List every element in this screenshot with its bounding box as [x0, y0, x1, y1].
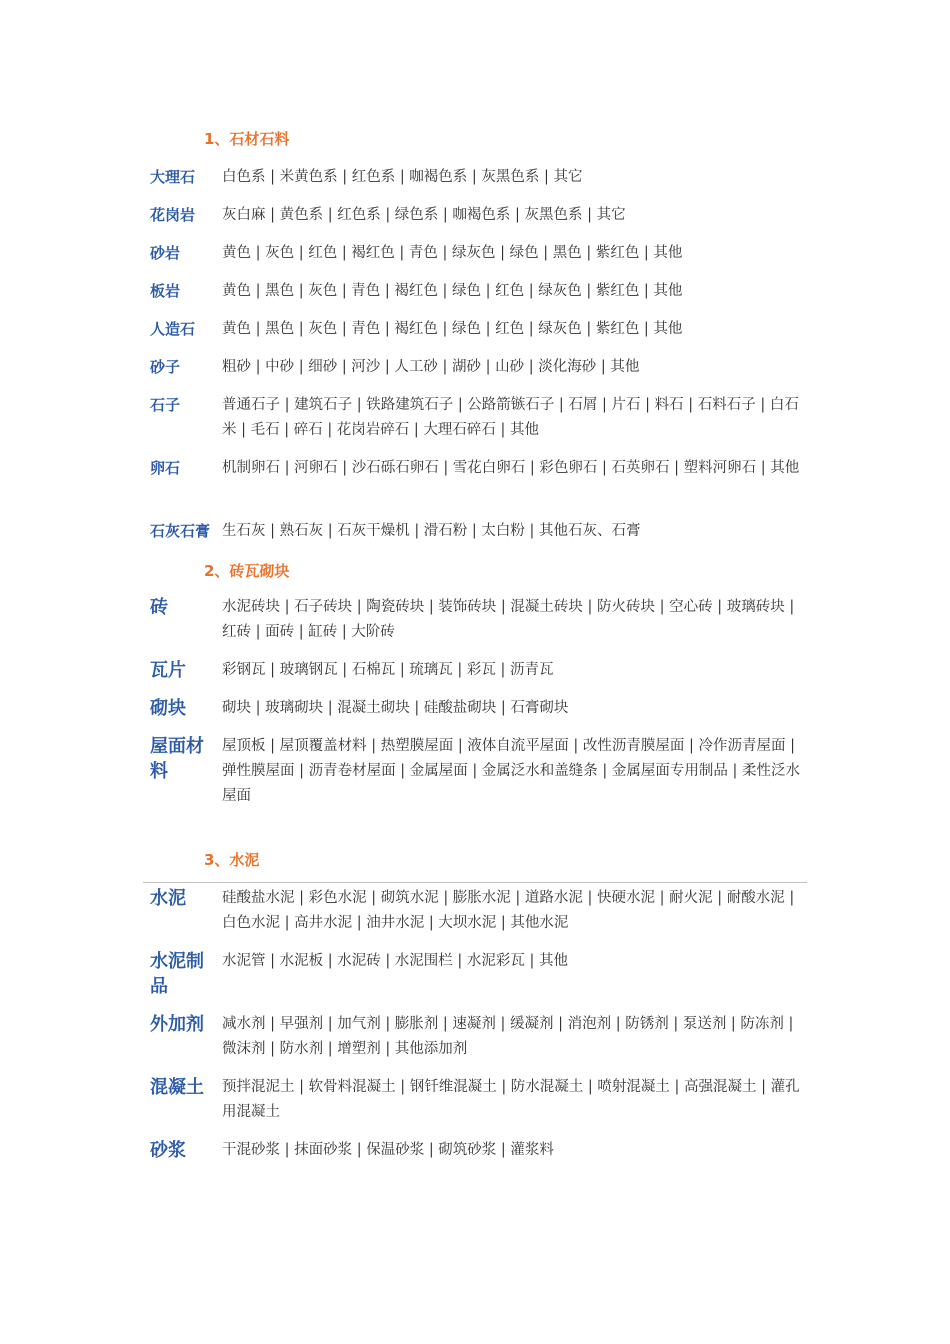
category-items: 粗砂 | 中砂 | 细砂 | 河沙 | 人工砂 | 湖砂 | 山砂 | 淡化海砂 | 其他: [222, 359, 640, 375]
category-items: 机制卵石 | 河卵石 | 沙石砾石卵石 | 雪花白卵石 | 彩色卵石 | 石英卵石 | 塑料河卵石 | 其他: [222, 460, 800, 476]
category-items: 彩钢瓦 | 玻璃钢瓦 | 石棉瓦 | 琉璃瓦 | 彩瓦 | 沥青瓦: [222, 662, 554, 678]
category-label: 瓦片: [150, 660, 186, 681]
category-items: 预拌混泥土 | 软骨料混凝土 | 钢钎维混凝土 | 防水混凝土 | 喷射混凝土 | 高强混凝土 | 灌孔用混凝土: [222, 1079, 800, 1120]
category-label: 卵石: [150, 459, 181, 477]
category-label: 大理石: [150, 168, 196, 186]
category-items: 减水剂 | 早强剂 | 加气剂 | 膨胀剂 | 速凝剂 | 缓凝剂 | 消泡剂 | 防锈剂 | 泵送剂 | 防冻剂 | 微沫剂 | 防水剂 | 增塑剂 | 其他添加剂: [222, 1016, 794, 1057]
category-items: 干混砂浆 | 抹面砂浆 | 保温砂浆 | 砌筑砂浆 | 灌浆料: [222, 1142, 554, 1158]
category-items: 水泥管 | 水泥板 | 水泥砖 | 水泥围栏 | 水泥彩瓦 | 其他: [222, 953, 569, 969]
category-label: 屋面材料: [150, 736, 204, 782]
category-label: 砂子: [150, 358, 181, 376]
category-items: 黄色 | 灰色 | 红色 | 褐红色 | 青色 | 绿灰色 | 绿色 | 黑色 | 紫红色 | 其他: [222, 245, 683, 261]
category-label: 混凝土: [150, 1077, 204, 1098]
section-title: 1、石材石料: [204, 130, 290, 148]
category-label: 水泥制品: [150, 951, 204, 997]
category-items: 硅酸盐水泥 | 彩色水泥 | 砌筑水泥 | 膨胀水泥 | 道路水泥 | 快硬水泥 | 耐火泥 | 耐酸水泥 | 白色水泥 | 高井水泥 | 油井水泥 | 大坝水泥 | 其他水泥: [222, 890, 795, 931]
category-label: 花岗岩: [150, 206, 196, 224]
category-label: 板岩: [150, 282, 181, 300]
section-title: 3、水泥: [204, 851, 260, 869]
category-items: 黄色 | 黑色 | 灰色 | 青色 | 褐红色 | 绿色 | 红色 | 绿灰色 | 紫红色 | 其他: [222, 321, 683, 337]
category-items: 黄色 | 黑色 | 灰色 | 青色 | 褐红色 | 绿色 | 红色 | 绿灰色 | 紫红色 | 其他: [222, 283, 683, 299]
category-label: 砂岩: [150, 244, 181, 262]
category-items: 砌块 | 玻璃砌块 | 混凝土砌块 | 硅酸盐砌块 | 石膏砌块: [222, 700, 569, 716]
section-divider: [143, 882, 807, 883]
category-label: 石灰石膏: [150, 522, 211, 540]
category-items: 水泥砖块 | 石子砖块 | 陶瓷砖块 | 装饰砖块 | 混凝土砖块 | 防火砖块 | 空心砖 | 玻璃砖块 | 红砖 | 面砖 | 缸砖 | 大阶砖: [222, 599, 795, 640]
category-label: 砖: [150, 597, 168, 618]
category-label: 外加剂: [150, 1014, 204, 1035]
category-items: 灰白麻 | 黄色系 | 红色系 | 绿色系 | 咖褐色系 | 灰黑色系 | 其它: [222, 207, 626, 223]
category-items: 白色系 | 米黄色系 | 红色系 | 咖褐色系 | 灰黑色系 | 其它: [222, 169, 583, 185]
category-items: 普通石子 | 建筑石子 | 铁路建筑石子 | 公路箭镞石子 | 石屑 | 片石 | 料石 | 石料石子 | 白石米 | 毛石 | 碎石 | 花岗岩碎石 | 大理石碎石 | 其他: [222, 397, 799, 438]
category-label: 人造石: [150, 320, 196, 338]
category-label: 石子: [150, 396, 181, 414]
category-items: 屋顶板 | 屋顶覆盖材料 | 热塑膜屋面 | 液体自流平屋面 | 改性沥青膜屋面 | 冷作沥青屋面 | 弹性膜屋面 | 沥青卷材屋面 | 金属屋面 | 金属泛水和盖缝条 | 金属屋面专用制品 | 柔性泛水屋面: [222, 738, 801, 804]
category-label: 砂浆: [150, 1140, 186, 1161]
section-title: 2、砖瓦砌块: [204, 562, 290, 580]
category-items: 生石灰 | 熟石灰 | 石灰干燥机 | 滑石粉 | 太白粉 | 其他石灰、石膏: [222, 523, 641, 539]
category-label: 砌块: [150, 698, 186, 719]
category-label: 水泥: [150, 888, 186, 909]
